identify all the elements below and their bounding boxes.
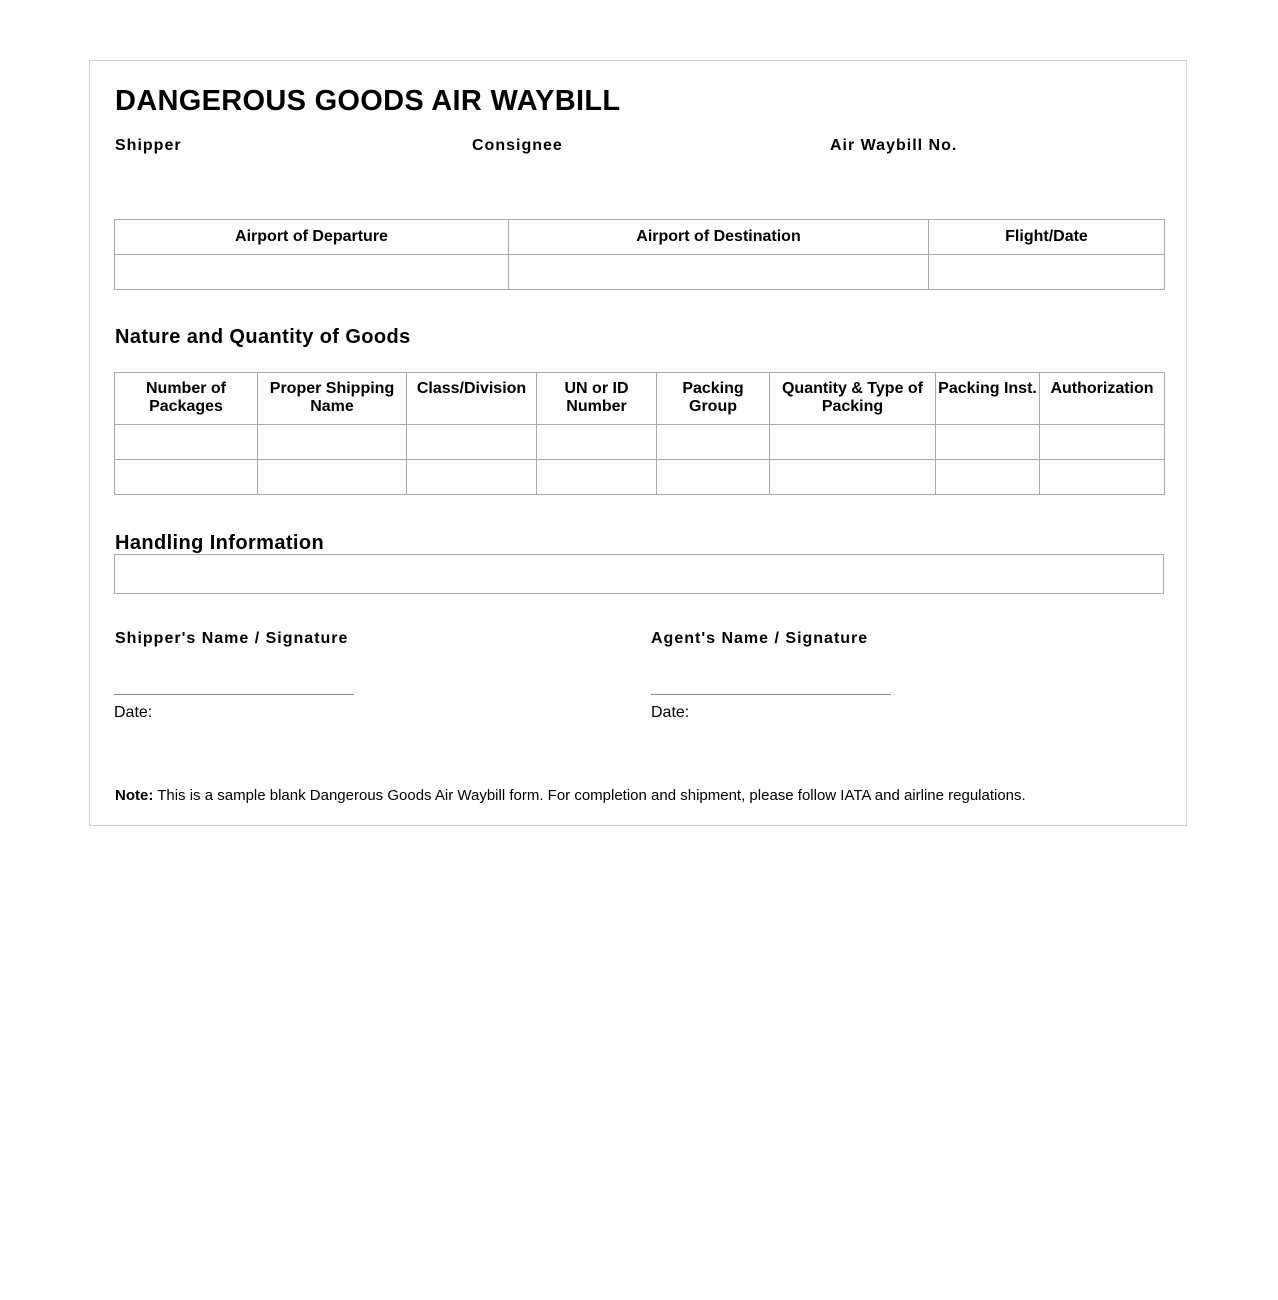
route-header-row <box>115 220 1165 255</box>
handling-section-title: Handling Information <box>115 532 325 554</box>
waybill-form <box>89 60 1187 826</box>
number-of-packages-header: Number of Packages <box>115 373 258 425</box>
shipper-date-label: Date: <box>114 704 153 721</box>
airport-of-destination-header: Airport of Destination <box>509 220 929 255</box>
proper-shipping-name-field[interactable] <box>258 425 407 460</box>
quantity-type-packing-field[interactable] <box>770 425 936 460</box>
goods-section-title: Nature and Quantity of Goods <box>115 326 411 348</box>
number-of-packages-field[interactable] <box>115 425 258 460</box>
shipper-label: Shipper <box>115 137 182 154</box>
consignee-label: Consignee <box>472 137 563 154</box>
quantity-type-packing-field[interactable] <box>770 460 936 495</box>
form-title: DANGEROUS GOODS AIR WAYBILL <box>115 85 621 117</box>
shipper-signature-label: Shipper's Name / Signature <box>115 630 349 647</box>
un-id-number-field[interactable] <box>537 460 657 495</box>
proper-shipping-name-header: Proper Shipping Name <box>258 373 407 425</box>
class-division-field[interactable] <box>407 460 537 495</box>
goods-row <box>115 460 1165 495</box>
class-division-field[interactable] <box>407 425 537 460</box>
footer-note <box>115 787 1026 804</box>
quantity-type-packing-header: Quantity & Type of Packing <box>770 373 936 425</box>
airport-of-departure-header: Airport of Departure <box>115 220 509 255</box>
goods-header-row <box>115 373 1165 425</box>
number-of-packages-field[interactable] <box>115 460 258 495</box>
note-label: Note: <box>115 787 154 804</box>
agent-date-label: Date: <box>651 704 690 721</box>
authorization-field[interactable] <box>1040 425 1165 460</box>
route-value-row <box>115 255 1165 290</box>
packing-inst-field[interactable] <box>936 460 1040 495</box>
packing-group-field[interactable] <box>657 460 770 495</box>
goods-table <box>114 372 1165 495</box>
proper-shipping-name-field[interactable] <box>258 460 407 495</box>
un-id-number-header: UN or ID Number <box>537 373 657 425</box>
packing-inst-header: Packing Inst. <box>936 373 1040 425</box>
agent-signature-line[interactable] <box>651 694 891 695</box>
shipper-signature-line[interactable] <box>114 694 354 695</box>
flight-date-field[interactable] <box>929 255 1165 290</box>
un-id-number-field[interactable] <box>537 425 657 460</box>
packing-inst-field[interactable] <box>936 425 1040 460</box>
class-division-header: Class/Division <box>407 373 537 425</box>
flight-date-header: Flight/Date <box>929 220 1165 255</box>
air-waybill-number-label: Air Waybill No. <box>830 137 958 154</box>
goods-row <box>115 425 1165 460</box>
packing-group-header: Packing Group <box>657 373 770 425</box>
route-table <box>114 219 1165 290</box>
authorization-field[interactable] <box>1040 460 1165 495</box>
authorization-header: Authorization <box>1040 373 1165 425</box>
airport-of-departure-field[interactable] <box>115 255 509 290</box>
airport-of-destination-field[interactable] <box>509 255 929 290</box>
agent-signature-label: Agent's Name / Signature <box>651 630 869 647</box>
packing-group-field[interactable] <box>657 425 770 460</box>
note-text: This is a sample blank Dangerous Goods Air Waybill form. For completion and shipment, please follow IATA and airline regulations. <box>153 787 1026 804</box>
handling-information-field[interactable] <box>114 554 1164 594</box>
